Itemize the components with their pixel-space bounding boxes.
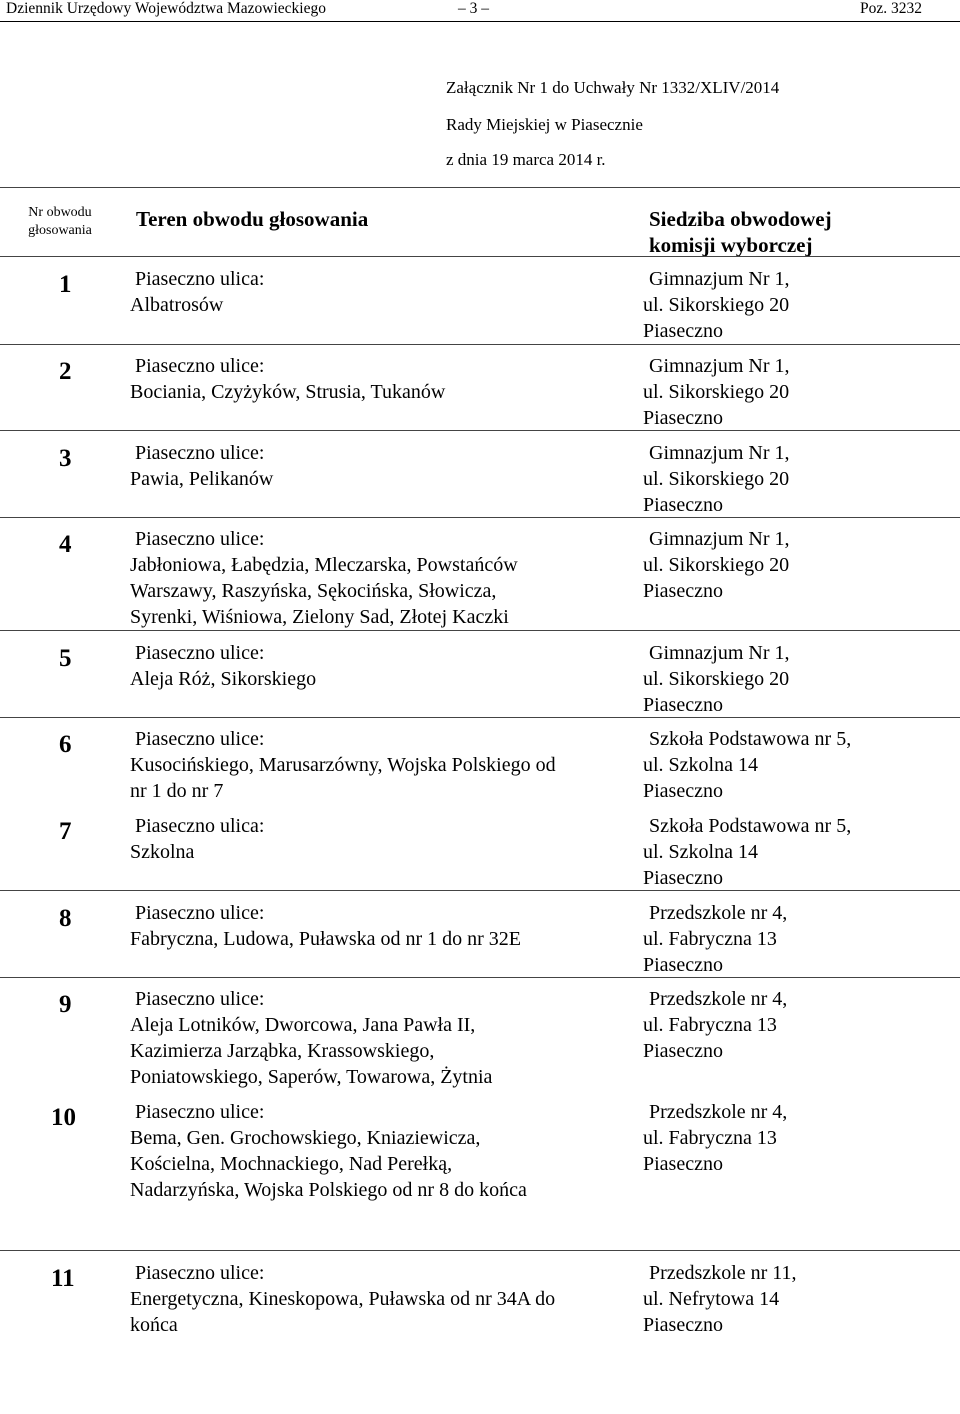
row-number: 7 (59, 818, 72, 845)
header-nr (0, 204, 120, 240)
attachment-line-1: Załącznik Nr 1 do Uchwały Nr 1332/XLIV/2014 (446, 78, 780, 97)
row-divider (0, 890, 960, 891)
row-street-line: Nadarzyńska, Wojska Polskiego od nr 8 do końca (130, 1179, 527, 1201)
row-seat-line: Piaseczno (643, 954, 723, 976)
row-area-head: Piaseczno ulice: (135, 355, 265, 377)
row-divider (0, 430, 960, 431)
table-top-rule (0, 187, 960, 188)
row-seat-line: Szkoła Podstawowa nr 5, (649, 728, 852, 750)
row-street-line: Kusocińskiego, Marusarzówny, Wojska Polskiego od (130, 754, 556, 776)
header-rule (0, 21, 960, 22)
row-street-line: końca (130, 1314, 178, 1336)
row-number: 2 (59, 358, 72, 385)
row-seat-line: ul. Fabryczna 13 (643, 1127, 777, 1149)
row-number: 5 (59, 645, 72, 672)
row-street-line: Syrenki, Wiśniowa, Zielony Sad, Złotej Kaczki (130, 606, 509, 628)
row-seat-line: Gimnazjum Nr 1, (649, 355, 790, 377)
page-number: – 3 – (458, 0, 489, 17)
row-street-line: nr 1 do nr 7 (130, 780, 224, 802)
row-street-line: Bema, Gen. Grochowskiego, Kniaziewicza, (130, 1127, 481, 1149)
header-teren: Teren obwodu głosowania (136, 207, 369, 231)
row-seat-line: Piaseczno (643, 407, 723, 429)
row-seat-line: Piaseczno (643, 1153, 723, 1175)
row-street-line: Aleja Róż, Sikorskiego (130, 668, 317, 690)
row-divider (0, 977, 960, 978)
row-area-head: Piaseczno ulice: (135, 988, 265, 1010)
header-nr-line-2: głosowania (28, 223, 92, 238)
row-area-head: Piaseczno ulica: (135, 268, 265, 290)
row-area-head: Piaseczno ulice: (135, 1101, 265, 1123)
row-seat-line: ul. Nefrytowa 14 (643, 1288, 780, 1310)
row-street-line: Aleja Lotników, Dworcowa, Jana Pawła II, (130, 1014, 476, 1036)
row-seat-line: Piaseczno (643, 320, 723, 342)
row-street-line: Albatrosów (130, 294, 224, 316)
row-seat-line: Przedszkole nr 11, (649, 1262, 797, 1284)
row-area-head: Piaseczno ulice: (135, 1262, 265, 1284)
row-number: 3 (59, 445, 72, 472)
attachment-line-2: Rady Miejskiej w Piasecznie (446, 115, 643, 134)
row-area-head: Piaseczno ulice: (135, 442, 265, 464)
row-seat-line: Przedszkole nr 4, (649, 988, 788, 1010)
row-number: 9 (59, 991, 72, 1018)
row-seat-line: ul. Szkolna 14 (643, 754, 758, 776)
row-seat-line: Gimnazjum Nr 1, (649, 528, 790, 550)
row-area-head: Piaseczno ulice: (135, 728, 265, 750)
row-number: 1 (59, 271, 72, 298)
row-seat-line: ul. Sikorskiego 20 (643, 468, 790, 490)
row-seat-line: Przedszkole nr 4, (649, 902, 788, 924)
row-seat-line: Gimnazjum Nr 1, (649, 268, 790, 290)
journal-title: Dziennik Urzędowy Województwa Mazowieckiego (6, 0, 326, 17)
row-divider (0, 630, 960, 631)
row-seat-line: Piaseczno (643, 867, 723, 889)
row-area-head: Piaseczno ulica: (135, 815, 265, 837)
row-area-head: Piaseczno ulice: (135, 642, 265, 664)
row-street-line: Poniatowskiego, Saperów, Towarowa, Żytnia (130, 1066, 493, 1088)
row-seat-line: ul. Sikorskiego 20 (643, 554, 790, 576)
row-seat-line: ul. Sikorskiego 20 (643, 294, 790, 316)
row-seat-line: Piaseczno (643, 1040, 723, 1062)
row-seat-line: ul. Szkolna 14 (643, 841, 758, 863)
header-siedziba-line-1: Siedziba obwodowej (649, 207, 832, 231)
row-divider (0, 517, 960, 518)
row-seat-line: ul. Fabryczna 13 (643, 1014, 777, 1036)
header-nr-line-1: Nr obwodu (28, 205, 92, 220)
row-street-line: Energetyczna, Kineskopowa, Puławska od nr 34A do (130, 1288, 556, 1310)
row-seat-line: Gimnazjum Nr 1, (649, 442, 790, 464)
row-seat-line: ul. Sikorskiego 20 (643, 668, 790, 690)
row-number: 10 (51, 1104, 76, 1131)
attachment-line-3: z dnia 19 marca 2014 r. (446, 150, 606, 169)
row-area-head: Piaseczno ulice: (135, 902, 265, 924)
row-street-line: Bociania, Czyżyków, Strusia, Tukanów (130, 381, 446, 403)
position-number: Poz. 3232 (860, 0, 922, 17)
row-area-head: Piaseczno ulice: (135, 528, 265, 550)
header-rule-bottom (0, 256, 960, 257)
row-divider (0, 344, 960, 345)
row-seat-line: Piaseczno (643, 780, 723, 802)
row-seat-line: Przedszkole nr 4, (649, 1101, 788, 1123)
row-street-line: Fabryczna, Ludowa, Puławska od nr 1 do nr 32E (130, 928, 522, 950)
row-seat-line: Piaseczno (643, 494, 723, 516)
row-number: 4 (59, 531, 72, 558)
row-seat-line: Piaseczno (643, 1314, 723, 1336)
row-seat-line: Piaseczno (643, 694, 723, 716)
row-street-line: Warszawy, Raszyńska, Sękocińska, Słowicza, (130, 580, 497, 602)
row-seat-line: Gimnazjum Nr 1, (649, 642, 790, 664)
row-divider (0, 1250, 960, 1251)
row-street-line: Kazimierza Jarząbka, Krassowskiego, (130, 1040, 435, 1062)
row-street-line: Jabłoniowa, Łabędzia, Mleczarska, Powstańców (130, 554, 518, 576)
row-seat-line: Szkoła Podstawowa nr 5, (649, 815, 852, 837)
row-street-line: Pawia, Pelikanów (130, 468, 274, 490)
row-seat-line: ul. Sikorskiego 20 (643, 381, 790, 403)
page-header (0, 0, 960, 22)
row-street-line: Szkolna (130, 841, 195, 863)
row-number: 11 (51, 1265, 75, 1292)
row-seat-line: Piaseczno (643, 580, 723, 602)
header-siedziba-line-2: komisji wyborczej (649, 233, 813, 257)
row-seat-line: ul. Fabryczna 13 (643, 928, 777, 950)
row-divider (0, 717, 960, 718)
row-street-line: Kościelna, Mochnackiego, Nad Perełką, (130, 1153, 453, 1175)
row-number: 6 (59, 731, 72, 758)
row-number: 8 (59, 905, 72, 932)
